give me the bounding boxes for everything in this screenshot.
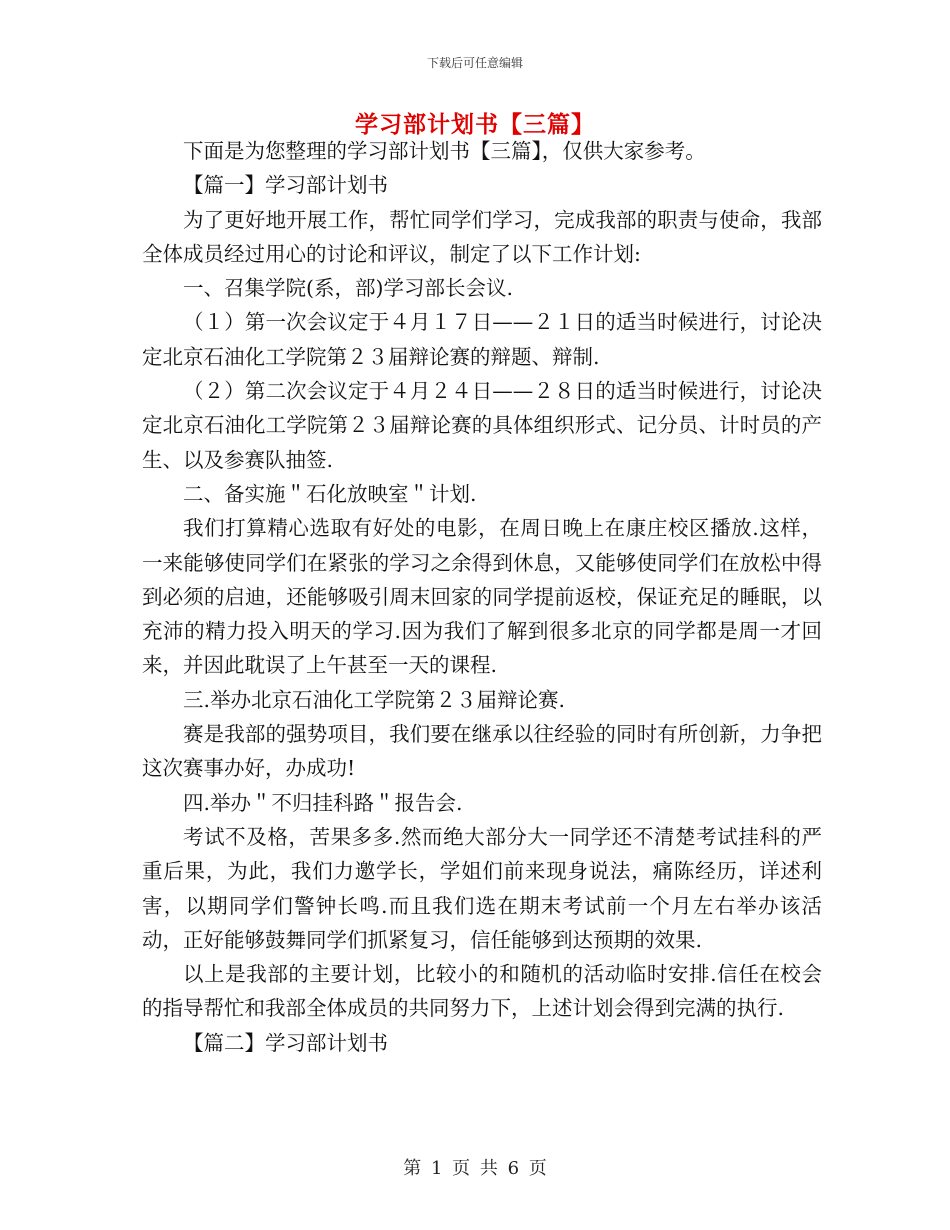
paragraph-exam-report: 考试不及格，苦果多多.然而绝大部分大一同学还不清楚考试挂科的严重后果，为此，我们力邀学长，学姐们前来现身说法，痛陈经历，详述利害，以期同学们警钟长鸣.而且我们选在期末考试前一个月左右举办该活动，正好能够鼓舞同学们抓紧复习，信任能够到达预期的效果. xyxy=(142,824,822,952)
paragraph-item-three: 三.举办北京石油化工学院第２３届辩论赛. xyxy=(183,687,566,712)
page-number: 第 1 页 共 6 页 xyxy=(403,1158,547,1179)
paragraph-item-four: 四.举办＂不归挂科路＂报告会. xyxy=(183,790,463,815)
paragraph-section-one-heading: 【篇一】学习部计划书 xyxy=(183,173,388,198)
document-body xyxy=(142,134,822,1060)
header-note: 下载后可任意编辑 xyxy=(426,56,523,70)
paragraph-item-two: 二、备实施＂石化放映室＂计划. xyxy=(183,481,477,506)
document-title: 学习部计划书【三篇】 xyxy=(355,111,595,138)
paragraph-second-meeting: （２）第二次会议定于４月２４日——２８日的适当时候进行，讨论决定北京石油化工学院第２３届辩论赛的具体组织形式、记分员、计时员的产生、以及参赛队抽签. xyxy=(142,379,822,472)
paragraph-summary: 以上是我部的主要计划，比较小的和随机的活动临时安排.信任在校会的指导帮忙和我部全体成员的共同努力下，上述计划会得到完满的执行. xyxy=(142,962,822,1021)
paragraph-intro: 下面是为您整理的学习部计划书【三篇】，仅供大家参考。 xyxy=(183,139,706,163)
paragraph-debate: 赛是我部的强势项目，我们要在继承以往经验的同时有所创新，力争把这次赛事办好，办成功! xyxy=(142,722,822,781)
paragraph-movie-plan: 我们打算精心选取有好处的电影，在周日晚上在康庄校区播放.这样，一来能够使同学们在紧张的学习之余得到休息，又能够使同学们在放松中得到必须的启迪，还能够吸引周末回家的同学提前返校，保证充足的睡眠，以充沛的精力投入明天的学习.因为我们了解到很多北京的同学都是周一才回来，并因此耽误了上午甚至一天的课程. xyxy=(142,516,822,678)
paragraph-item-one: 一、召集学院(系，部)学习部长会议. xyxy=(183,276,514,301)
paragraph-first-meeting: （１）第一次会议定于４月１７日——２１日的适当时候进行，讨论决定北京石油化工学院第２３届辩论赛的辩题、辩制. xyxy=(142,310,822,369)
paragraph-purpose: 为了更好地开展工作，帮忙同学们学习，完成我部的职责与使命，我部全体成员经过用心的讨论和评议，制定了以下工作计划: xyxy=(142,207,822,266)
paragraph-section-two-heading: 【篇二】学习部计划书 xyxy=(183,1030,388,1055)
